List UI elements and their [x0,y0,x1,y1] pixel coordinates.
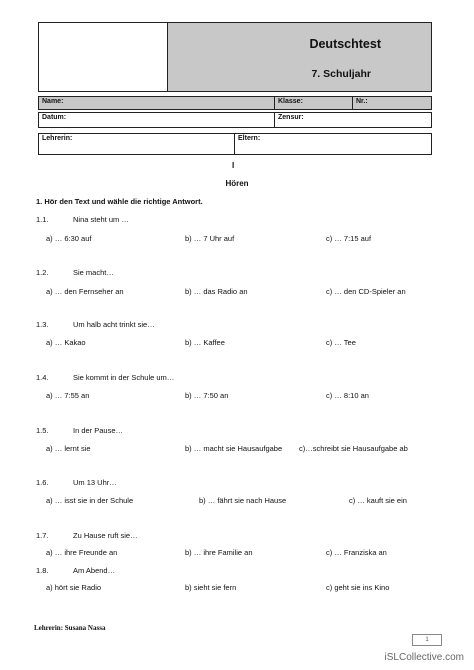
option-a[interactable]: a) … den Fernseher an [46,287,124,296]
option-b[interactable]: b) … das Radio an [185,287,248,296]
question-number: 1.1. [36,215,49,224]
question-number: 1.6. [36,478,49,487]
parents-signature-field[interactable]: Eltern: [238,135,261,142]
grade-field[interactable]: Zensur: [278,114,304,121]
question-text: Zu Hause ruft sie… [73,531,138,540]
option-a[interactable]: a) … isst sie in der Schule [46,496,134,505]
question-text: Nina steht um … [73,215,129,224]
header-title-area [168,23,431,91]
option-c[interactable]: c) … Franziska an [326,548,387,557]
option-b[interactable]: b) … Kaffee [185,338,225,347]
option-b[interactable]: b) … macht sie Hausaufgabe [185,444,283,453]
option-b[interactable]: b) … fährt sie nach Hause [199,496,287,505]
form-row-date [38,112,432,128]
test-title: Deutschtest [309,37,381,51]
option-a[interactable]: a) … lernt sie [46,444,91,453]
question-number: 1.7. [36,531,49,540]
teacher-name-footer: Lehrerin: Susana Nassa [34,624,106,632]
site-watermark: iSLCollective.com [384,652,464,663]
option-c[interactable]: c) … den CD-Spieler an [326,287,406,296]
section-title: Hören [225,179,249,188]
question-number: 1.3. [36,320,49,329]
option-b[interactable]: b) sieht sie fern [185,583,237,592]
class-field[interactable]: Klasse: [275,97,353,109]
section-roman-numeral: I [232,161,235,170]
form-row-name [38,96,432,110]
question-number: 1.2. [36,268,49,277]
option-c[interactable]: c) geht sie ins Kino [326,583,390,592]
question-number: 1.8. [36,566,49,575]
option-b[interactable]: b) … 7 Uhr auf [185,234,235,243]
question-text: Um halb acht trinkt sie… [73,320,155,329]
question-text: Um 13 Uhr… [73,478,117,487]
question-number: 1.5. [36,426,49,435]
option-a[interactable]: a) … ihre Freunde an [46,548,118,557]
question-text: In der Pause… [73,426,124,435]
option-a[interactable]: a) … Kakao [46,338,86,347]
question-text: Sie kommt in der Schule um… [73,373,175,382]
option-b[interactable]: b) … 7:50 an [185,391,229,400]
option-a[interactable]: a) … 7:55 an [46,391,90,400]
option-a[interactable]: a) hört sie Radio [46,583,102,592]
page-number: 1 [412,634,442,646]
option-c[interactable]: c) … 8:10 an [326,391,369,400]
option-c[interactable]: c) … kauft sie ein [349,496,407,505]
date-field[interactable]: Datum: [39,113,275,127]
form-row-signatures [38,133,432,155]
option-c[interactable]: c)…schreibt sie Hausaufgabe ab [299,444,408,453]
header-blank-area [39,23,168,91]
name-field[interactable]: Name: [39,97,275,109]
option-a[interactable]: a) … 6:30 auf [46,234,92,243]
question-number: 1.4. [36,373,49,382]
option-c[interactable]: c) … Tee [326,338,356,347]
school-year: 7. Schuljahr [311,68,371,80]
task-instruction: 1. Hör den Text und wähle die richtige Antwort. [36,197,203,206]
teacher-signature-field[interactable]: Lehrerin: [39,134,235,154]
question-text: Am Abend… [73,566,116,575]
option-c[interactable]: c) … 7:15 auf [326,234,372,243]
header-box [38,22,432,92]
option-b[interactable]: b) … ihre Familie an [185,548,253,557]
number-field[interactable]: Nr.: [356,98,368,105]
question-text: Sie macht… [73,268,114,277]
